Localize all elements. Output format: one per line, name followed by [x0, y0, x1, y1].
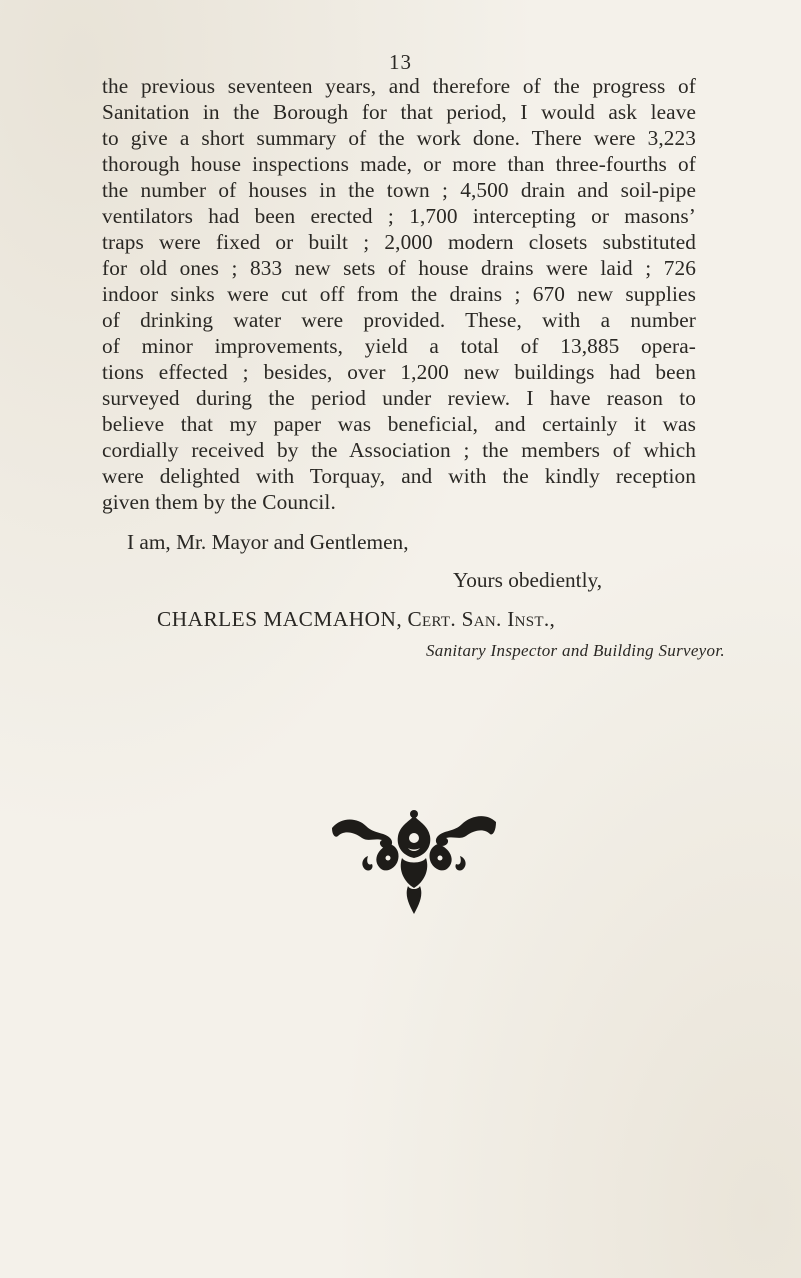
- signatory-title: Sanitary Inspector and Building Surveyor.: [426, 641, 725, 660]
- paragraph-line: given them by the Council.: [102, 490, 336, 514]
- paragraph-line: to give a short summary of the work done. There were 3,223: [102, 126, 696, 150]
- paragraph-line: the number of houses in the town ; 4,500 drain and soil-pipe: [102, 178, 696, 202]
- paragraph-line: Sanitation in the Borough for that period, I would ask leave: [102, 100, 696, 124]
- paragraph-line: cordially received by the Association ; the members of which: [102, 438, 696, 462]
- paragraph-line: believe that my paper was beneficial, and certainly it was: [102, 412, 696, 436]
- paragraph-line: tions effected ; besides, over 1,200 new buildings had been: [102, 360, 696, 384]
- paragraph-line: for old ones ; 833 new sets of house drains were laid ; 726: [102, 256, 696, 280]
- closing-salutation: I am, Mr. Mayor and Gentlemen,: [127, 530, 409, 554]
- paragraph-line: traps were fixed or built ; 2,000 modern closets substituted: [102, 230, 696, 254]
- paragraph-line: of drinking water were provided. These, with a number: [102, 308, 696, 332]
- paragraph-line: of minor improvements, yield a total of 13,885 opera-: [102, 334, 696, 358]
- signature-name: CHARLES MACMAHON,: [157, 607, 403, 631]
- signature-credentials: Cert. San. Inst.,: [407, 607, 556, 631]
- paragraph-line: were delighted with Torquay, and with the kindly reception: [102, 464, 696, 488]
- page-number: 13: [389, 50, 412, 74]
- signature-line: [157, 606, 697, 632]
- body-paragraph: [102, 73, 696, 515]
- paragraph-line: thorough house inspections made, or more than three-fourths of: [102, 152, 696, 176]
- decorative-tailpiece-ornament: [328, 808, 500, 916]
- paragraph-line: surveyed during the period under review. I have reason to: [102, 386, 696, 410]
- paragraph-line: the previous seventeen years, and therefore of the progress of: [102, 74, 696, 98]
- valediction: Yours obediently,: [453, 568, 603, 592]
- paragraph-line: indoor sinks were cut off from the drains ; 670 new supplies: [102, 282, 696, 306]
- paragraph-line: ventilators had been erected ; 1,700 intercepting or masons’: [102, 204, 696, 228]
